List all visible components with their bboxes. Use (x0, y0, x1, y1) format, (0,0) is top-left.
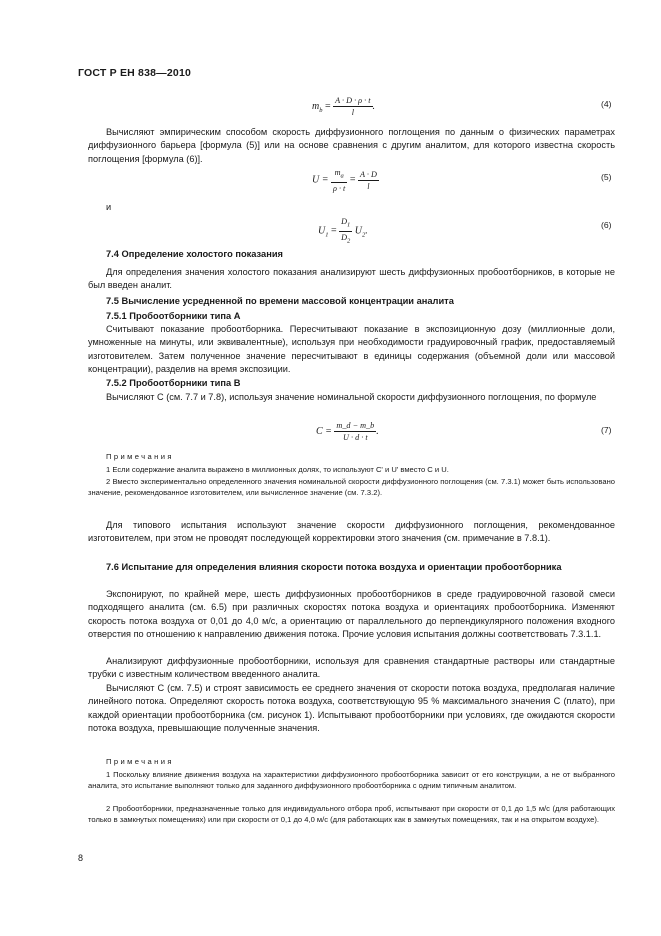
paragraph-uptake-rate: Вычисляют эмпирическим способом скорость диффузионного поглощения по данным о физических параметрах диффузионного барьера [формула (5)] или на основе сравнения с другим аналитом, для которого известна скорость поглощения [формула (6)]. (88, 127, 615, 164)
eq4-fraction (333, 95, 372, 118)
eq5-lhs: U = (312, 174, 329, 186)
eq4-numerator: A · D · ρ · t (335, 96, 371, 105)
paragraph-type-test: Для типового испытания используют значение скорости диффузионного поглощения, рекомендованное изготовителем, при этом не проводят последующей корректировки этого значения (см. примечание в 7.8.1). (88, 520, 615, 544)
paragraph-type-a: Считывают показание пробоотборника. Пересчитывают показание в экспозиционную дозу (миллионные доли, умноженные на минуты, или эквивалентные), используя при необходимости градуировочный график, предоставляемый изготовителем. Затем полученное значение пересчитывают в единицы содержания (объемной доли или массовой концентрации), разделив на время экспозиции. (88, 324, 615, 375)
notes-2-item-1: 1 Поскольку влияние движения воздуха на характеристики диффузионного пробоотборника зависит от его конструкции, а не от выбранного аналита, это испытание выполняют только для заданного диффузионного пробоотборника с одним типичным аналитом. (88, 770, 615, 791)
eq5-number: (5) (601, 172, 612, 182)
conjunction-and: и (106, 202, 112, 212)
eq4-denominator: l (351, 108, 354, 117)
heading-7-5-2: 7.5.2 Пробоотборники типа В (106, 378, 241, 388)
notes-1-item-1: 1 Если содержание аналита выражено в миллионных долях, то используют C' и U' вместо C и U. (106, 465, 449, 474)
paragraph-compute-c: Вычисляют C (см. 7.5) и строят зависимость ее среднего значения от скорости потока воздуха, предполагая наличие линейного потока. Определяют скорость потока воздуха, соответствующую 95 % максимального значения C (плато), при каждой ориентации пробоотборника (см. рисунок 1). Испытывают пробоотборники при условиях, где ожидаются скорости потока воздуха, превышающие полученные значения. (88, 683, 615, 734)
eq4-lhs: m (312, 100, 320, 112)
document-header: ГОСТ Р ЕН 838—2010 (78, 67, 192, 79)
eq4-lhs-sub: b (319, 106, 323, 114)
eq5-f2-numerator: A · D (359, 169, 377, 179)
eq6-fraction: $\frac{D_1}{D_2}$ (341, 217, 351, 245)
notes-2-title: Примечания (106, 757, 174, 766)
equation-5: U = $\frac{m_a}{\rho \cdot t}$ = $\frac{A \cdot D}{l}$ (312, 168, 377, 193)
paragraph-type-b: Вычисляют C (см. 7.7 и 7.8), используя значение номинальной скорости диффузионного поглощения, по формуле (106, 392, 597, 402)
heading-7-6: 7.6 Испытание для определения влияния скорости потока воздуха и ориентации пробоотборника (106, 562, 562, 572)
notes-1-title: Примечания (106, 452, 174, 461)
eq5-f2-denominator: l (367, 181, 370, 191)
notes-1-item-2: 2 Вместо экспериментально определенного значения номинальной скорости диффузионного поглощения (см. 7.3.1) может быть использовано значение, рекомендованное изготовителем, или вычисленное значение (см. 7.3.2). (88, 477, 615, 498)
eq5-f1-denominator: ρ · t (332, 183, 346, 193)
paragraph-blank-reading: Для определения значения холостого показания анализируют шесть диффузионных пробоотборников, в которые не был введен аналит. (88, 267, 615, 291)
eq5-fraction-2 (358, 169, 379, 192)
paragraph-analysis: Анализируют диффузионные пробоотборники, используя для сравнения стандартные растворы или стандартные трубки с известным количеством введенного аналита. (88, 656, 615, 680)
eq7-number: (7) (601, 425, 612, 435)
eq4-tail: . (372, 100, 376, 112)
eq7-fraction (334, 420, 376, 443)
equation-4: $m_b$ = $\frac{A \cdot D \cdot \rho \cdot t}{l}$ . (312, 96, 376, 117)
notes-2-item-2: 2 Пробоотборники, предназначенные только для индивидуального отбора проб, испытывают при скорости от 0,1 до 1,5 м/с (для работающих только в замкнутых помещениях) или при скорости от 0,1 до 4,0 м/с (для работающих как в замкнутых помещениях, так и на открытом воздухе). (88, 804, 615, 825)
eq7-denominator: U · d · t (343, 433, 368, 442)
eq6-number: (6) (601, 220, 612, 230)
eq5-f1-numerator: m (334, 168, 341, 177)
paragraph-exposure: Экспонируют, по крайней мере, шесть диффузионных пробоотборников в среде градуировочной газовой смеси подходящего аналита (см. 6.5) при различных скоростях потока воздуха и ориентациях пробоотборника. Изменяют скорость потока воздуха от 0,01 до 4,0 м/с, а ориентацию от параллельного до перпендикулярного положения входного отверстия по отношению к направлению движения потока. Прочие условия испытания должны соответствовать 7.3.1.1. (88, 589, 615, 640)
page-number: 8 (78, 853, 84, 863)
eq5-fraction-1: $\frac{m_a}{\rho \cdot t}$ (332, 168, 346, 193)
heading-7-5: 7.5 Вычисление усредненной по времени массовой концентрации аналита (106, 296, 454, 306)
eq7-numerator: m_d − m_b (336, 421, 375, 430)
equation-6: $U_1$ = $\frac{D_1}{D_2}$ $U_2$. (318, 217, 368, 245)
eq4-number: (4) (601, 99, 612, 109)
equation-7: C = $\frac{m\_d - m\_b}{U \cdot d \cdot t}$ . (316, 421, 379, 442)
heading-7-5-1: 7.5.1 Пробоотборники типа А (106, 311, 241, 321)
heading-7-4: 7.4 Определение холостого показания (106, 249, 283, 259)
